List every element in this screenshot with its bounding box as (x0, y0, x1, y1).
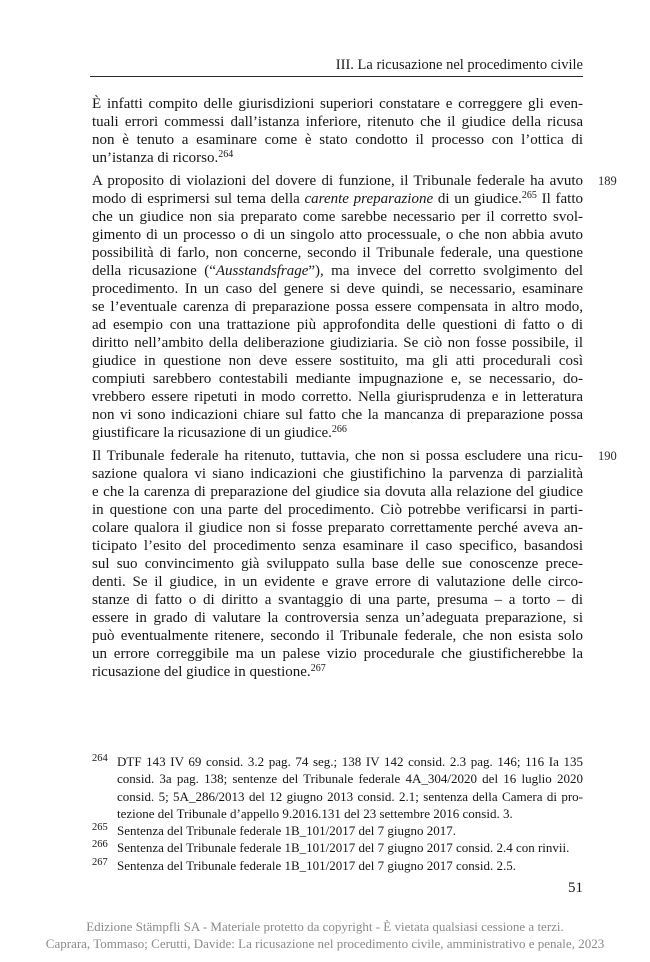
footnote-ref: 265 (521, 190, 537, 201)
text-run: se l’eventuale carenza di preparazione possa essere compensata in altro modo, (92, 299, 583, 315)
page-number: 51 (568, 880, 583, 896)
running-title: III. La ricusazione nel procedimento civile (335, 57, 583, 73)
paragraph (92, 172, 617, 442)
text-run: compiuti sarebbero contestabili mediante impugnazione e, se necessario, do- (92, 371, 583, 387)
body-text (92, 95, 617, 681)
text-line (92, 573, 583, 591)
text-line (92, 298, 583, 316)
footnote-number: 266 (92, 839, 108, 851)
running-header (90, 57, 583, 77)
text-run: giudice in questione non deve essere sostituito, ma gli atti procedurali così (92, 353, 583, 369)
text-line (92, 609, 583, 627)
text-line (92, 334, 583, 352)
text-line (92, 190, 583, 208)
text-line (92, 519, 583, 537)
text-line (92, 280, 583, 298)
text-run: gimento di un processo o di un singolo atto processuale, o che non abbia avuto (92, 227, 583, 243)
text-run: ricusazione del giudice in questione. (92, 664, 311, 680)
text-line (92, 352, 583, 370)
footnote-ref: 266 (331, 424, 347, 435)
text-run: È infatti compito delle giurisdizioni superiori constatare e correggere gli even- (92, 96, 583, 112)
text-line (92, 208, 583, 226)
text-run: giustificare la ricusazione di un giudice. (92, 425, 332, 441)
footnote (92, 822, 583, 839)
footnote (92, 753, 583, 822)
footnote-line: tezione del Tribunale d’appello 9.2016.131 del 23 settembre 2016 consid. 3. (117, 805, 513, 821)
italic-run: carente preparazione (304, 191, 434, 207)
text-run: ad esempio con una trattazione più approfondita delle questioni di fatto o di (92, 317, 583, 333)
footnote-text (117, 839, 583, 856)
footnote-number: 265 (92, 822, 108, 834)
footnote-line: Sentenza del Tribunale federale 1B_101/2017 del 7 giugno 2017 consid. 2.5. (117, 857, 516, 873)
text-line (92, 537, 583, 555)
italic-run: Ausstandsfrage (215, 263, 309, 279)
text-line (92, 645, 583, 663)
text-run: possibilità di farlo, non concerne, secondo il Tribunale federale, una questione (92, 245, 583, 261)
margin-number: 190 (598, 449, 617, 463)
text-run: diritto nell’ambito della deliberazione giudiziaria. Se ciò non fosse possibile, il (92, 335, 583, 351)
text-line (92, 95, 583, 113)
text-line (92, 113, 583, 131)
text-line (92, 226, 583, 244)
footnote-number: 264 (92, 753, 108, 764)
footnote-ref: 264 (218, 149, 234, 160)
text-line (92, 370, 583, 388)
footnote-line: DTF 143 IV 69 consid. 3.2 pag. 74 seg.; 138 IV 142 consid. 2.3 pag. 146; 116 Ia 135 (117, 754, 583, 769)
text-line (92, 483, 583, 501)
text-run: ”), ma invece del corretto svolgimento del (308, 263, 584, 279)
text-run: non vi sono indicazioni chiare sul fatto che la mancanza di preparazione possa (92, 407, 583, 423)
text-line (92, 555, 583, 573)
paragraph (92, 95, 583, 167)
footnote-line: Sentenza del Tribunale federale 1B_101/2017 del 7 giugno 2017. (117, 823, 457, 839)
copyright-line-2: Caprara, Tommaso; Cerutti, Davide: La ricusazione nel procedimento civile, amministrativo e penale, 2023 (45, 936, 605, 951)
text-run: un’istanza di ricorso. (92, 150, 219, 166)
text-run: stanze di fatto o di diritto a svantaggio di una parte, presuma – a torto – di (92, 592, 583, 608)
text-line (92, 244, 583, 262)
text-run: ticipato l’esito del procedimento senza esaminare il caso specifico, basandosi (92, 538, 583, 554)
text-line (92, 262, 583, 280)
text-run: può eventualmente ritenere, secondo il Tribunale federale, che non esista solo (92, 628, 583, 644)
footnote-text (117, 753, 583, 822)
text-line (92, 172, 583, 190)
text-run: non è tenuto a esaminare come è stato condotto il processo con l’ottica di (92, 132, 583, 148)
text-run: Il fatto (536, 191, 583, 207)
text-run: modo di esprimersi sul tema della (92, 191, 305, 207)
footnote-line: consid. 3a pag. 138; sentenze del Tribunale federale 4A_304/2020 del 16 luglio 2020 (117, 771, 583, 787)
footnote-text (117, 822, 583, 839)
text-run: Il Tribunale federale ha ritenuto, tuttavia, che non si possa escludere una ricu- (92, 448, 583, 464)
text-run: A proposito di violazioni del dovere di funzione, il Tribunale federale ha avuto (92, 173, 583, 189)
text-run: tuali errori commessi dall’istanza inferiore, ritenuto che il giudice della ricusa (92, 114, 583, 130)
footnote-text (117, 857, 583, 874)
text-line (92, 591, 583, 609)
footnote-ref: 267 (310, 663, 326, 674)
text-line (92, 465, 583, 483)
text-line (92, 627, 583, 645)
copyright-line-1: Edizione Stämpfli SA - Materiale protetto da copyright - È vietata qualsiasi cessione a terzi. (86, 919, 564, 934)
text-run: sul suo convincimento già sviluppato sulla base delle sue conoscenze prece- (92, 556, 583, 572)
paragraph (92, 447, 617, 681)
footnote (92, 857, 583, 874)
margin-number: 189 (598, 174, 617, 188)
text-line (92, 424, 583, 442)
text-run: essere in grado di valutare la controversia senza un’adeguata preparazione, si (92, 610, 583, 626)
footnote-line: Sentenza del Tribunale federale 1B_101/2017 del 7 giugno 2017 consid. 2.4 con rinvii. (117, 840, 570, 856)
copyright-footer (0, 918, 650, 952)
text-run: che un giudice non sia preparato come sarebbe necessario per il corretto svol- (92, 209, 583, 225)
text-line (92, 447, 583, 465)
text-line (92, 316, 583, 334)
text-run: della ricusazione (“ (92, 263, 216, 279)
text-line (92, 149, 583, 167)
footnote-line: consid. 5; 5A_286/2013 del 12 giugno 2013 consid. 2.1; sentenza della Camera di pro- (117, 788, 583, 804)
text-line (92, 131, 583, 149)
text-run: un errore correggibile ma un palese vizio procedurale che giustificherebbe la (92, 646, 583, 662)
text-run: colare qualora il giudice non si fosse preparato correttamente perché aveva an- (92, 520, 583, 536)
text-run: in questione con una parte del procedimento. Ciò potrebbe verificarsi in parti- (92, 502, 583, 518)
text-run: procedimento. In un caso del genere si deve quindi, se necessario, esaminare (92, 281, 583, 297)
footnote-number: 267 (92, 856, 108, 868)
text-line (92, 388, 583, 406)
text-run: e che la carenza di preparazione del giudice sia dovuta alla relazione del giudice (92, 484, 583, 500)
footnotes (92, 753, 583, 874)
text-line (92, 501, 583, 519)
text-line (92, 406, 583, 424)
text-run: di un giudice. (433, 191, 522, 207)
footnote (92, 839, 583, 856)
text-run: sazione qualora vi siano indicazioni che giustifichino la parvenza di parzialità (92, 466, 583, 482)
text-run: denti. Se il giudice, in un evidente e grave errore di valutazione delle circo- (92, 574, 583, 590)
text-run: vrebbero essere ripetuti in modo corretto. Nella giurisprudenza e in letteratura (92, 389, 583, 405)
text-line (92, 663, 583, 681)
